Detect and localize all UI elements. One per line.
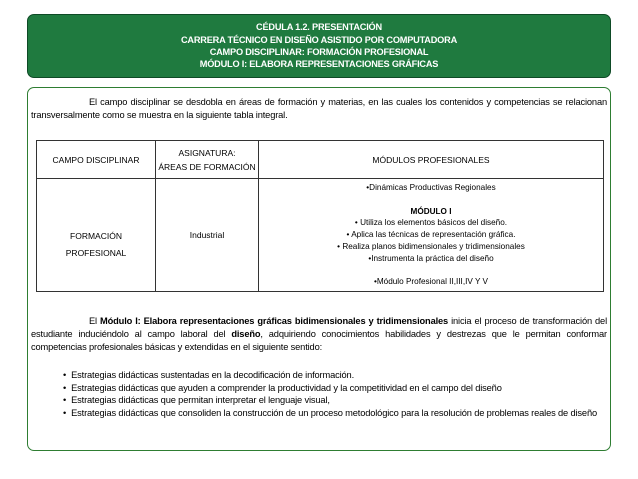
module-item: • Aplica las técnicas de representación gráfica.: [346, 230, 516, 240]
para2-mid: inicia el proceso de transformación del estudiante induciéndolo al campo laboral del: [31, 316, 607, 339]
module-item: • Utiliza los elementos básicos del diseño.: [354, 218, 508, 228]
campo-line2: PROFESIONAL: [65, 248, 127, 258]
strategies-list: [63, 369, 608, 419]
list-item: • Estrategias didácticas sustentadas en la decodificación de información.: [63, 369, 608, 382]
header-line-4: MÓDULO I: ELABORA REPRESENTACIONES GRÁFICAS: [199, 59, 439, 70]
modulos-cell: [259, 179, 604, 292]
para2-tail: , adquiriendo conocimientos habilidades y destrezas que le permitan conformar competencias profesionales básicas y extendidas en el siguiente sentido:: [31, 328, 607, 352]
module-item: •Instrumenta la práctica del diseño: [368, 253, 494, 263]
table-row: [37, 179, 604, 292]
list-item: • Estrategias didácticas que permitan interpretar el lenguaje visual,: [63, 394, 608, 407]
integral-table: [36, 140, 604, 292]
campo-line1: FORMACIÓN: [70, 231, 122, 241]
asignatura-cell: Industrial: [156, 179, 259, 292]
campo-cell: [37, 179, 156, 292]
asignatura-header-line2: ÁREAS DE FORMACIÓN: [158, 161, 256, 172]
header-banner: [27, 14, 611, 78]
asignatura-header-line1: ASIGNATURA:: [178, 147, 236, 158]
header-line-3: CAMPO DISCIPLINAR: FORMACIÓN PROFESIONAL: [209, 47, 429, 57]
list-item: • Estrategias didácticas que consoliden la construcción de un proceso metodológico para la resolución de problemas reales de diseño: [63, 407, 608, 420]
module-last: •Módulo Profesional II,III,IV Y V: [373, 277, 489, 287]
intro-paragraph: [31, 96, 607, 122]
header-line-2: CARRERA TÉCNICO EN DISEÑO ASISTIDO POR COMPUTADORA: [180, 34, 457, 45]
intro-text: El campo disciplinar se desdobla en áreas de formación y materias, en las cuales los contenidos y competencias se relacionan transversalmente como se muestra en la siguiente tabla integral.: [31, 97, 607, 120]
list-item: • Estrategias didácticas que ayuden a comprender la productividad y la competitividad en el campo del diseño: [63, 382, 608, 395]
col-asignatura-header: [156, 141, 259, 179]
para2-module-title: Módulo I: Elabora representaciones gráficas bidimensionales y tridimensionales: [100, 316, 449, 326]
col-campo-header: CAMPO DISCIPLINAR: [37, 141, 156, 179]
para2-lead: El: [89, 316, 101, 326]
header-line-1: CÉDULA 1.2. PRESENTACIÓN: [256, 22, 382, 33]
module-title: MÓDULO I: [410, 206, 452, 216]
col-modulos-header: MÓDULOS PROFESIONALES: [259, 141, 604, 179]
table-header-row: [37, 141, 604, 179]
para2-design-word: diseño: [231, 328, 261, 339]
module-paragraph: [31, 315, 607, 353]
content-box: [27, 87, 611, 451]
module-item: • Realiza planos bidimensionales y tridimensionales: [337, 241, 525, 251]
module-first: •Dinámicas Productivas Regionales: [366, 182, 496, 192]
